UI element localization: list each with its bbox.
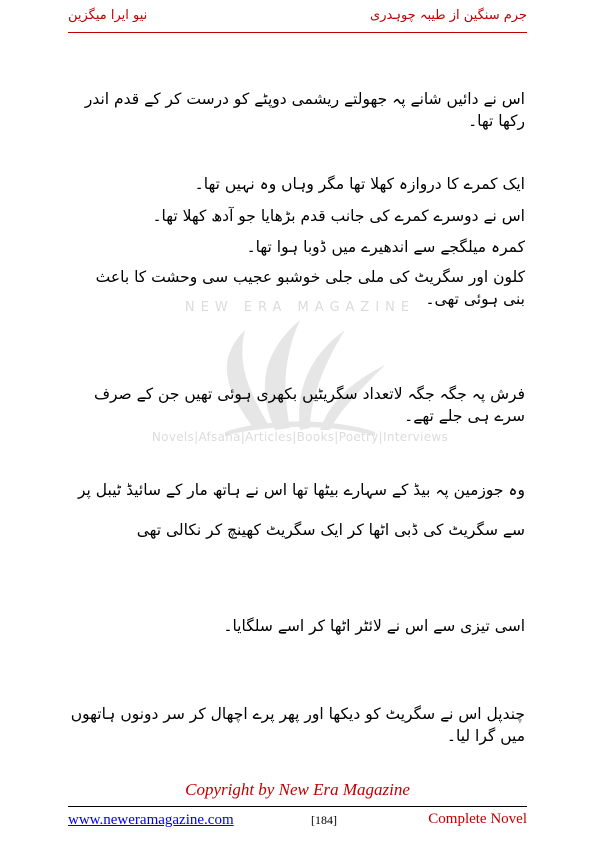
copyright-notice: Copyright by New Era Magazine: [185, 780, 410, 799]
paragraph-7: وہ جوزمین پہ بیڈ کے سہارے بیٹھا تھا اس نے ہاتھ مار کے سائیڈ ٹیبل پر سے سگریٹ کی ڈبی اٹھا کر ایک سگریٹ کھینچ کر نکالی تھی: [77, 481, 525, 539]
watermark-logo: [105, 300, 495, 460]
paragraph-3: اس نے دوسرے کمرے کی جانب قدم بڑھایا جو آدھ کھلا تھا۔: [152, 207, 525, 225]
paragraph-1: اس نے دائیں شانے پہ جھولتے ریشمی دوپٹے کو درست کر کے قدم اندر رکھا تھا۔: [84, 90, 525, 130]
watermark-arc-text: NEW ERA MAGAZINE: [184, 300, 416, 315]
book-title-author: جرم سنگین از طیبہ چوہدری: [370, 8, 527, 23]
paragraph-6: فرش پہ جگہ جگہ لاتعداد سگریٹیں بکھری ہوئی تھیں جن کے صرف سرے ہی جلے تھے۔: [93, 385, 525, 425]
magazine-name: نیو ایرا میگزین: [68, 8, 148, 23]
page-header: [0, 0, 595, 40]
paragraph-9: چندپل اس نے سگریٹ کو دیکھا اور پھر پرے اچھال کر سر دونوں ہاتھوں میں گرا لیا۔: [70, 705, 525, 745]
page-number: [184]: [311, 813, 337, 827]
watermark-caption: Novels|Afsana|Articles|Books|Poetry|Interviews: [151, 430, 449, 444]
page-footer: [68, 808, 527, 830]
paragraph-4: کمرہ میلگجے سے اندھیرے میں ڈوبا ہوا تھا۔: [246, 238, 525, 256]
website-link[interactable]: www.neweramagazine.com: [68, 812, 234, 828]
footer-rule: [68, 806, 527, 807]
complete-novel-label: Complete Novel: [428, 811, 527, 827]
paragraph-8: اسی تیزی سے اس نے لائٹر اٹھا کر اسے سلگایا۔: [223, 617, 525, 635]
paragraph-2: ایک کمرے کا دروازہ کھلا تھا مگر وہاں وہ نہیں تھا۔: [194, 175, 525, 193]
header-rule: [68, 32, 527, 33]
paragraph-5: کلون اور سگریٹ کی ملی جلی خوشبو عجیب سی وحشت کا باعث بنی ہوئی تھی۔: [95, 268, 525, 308]
